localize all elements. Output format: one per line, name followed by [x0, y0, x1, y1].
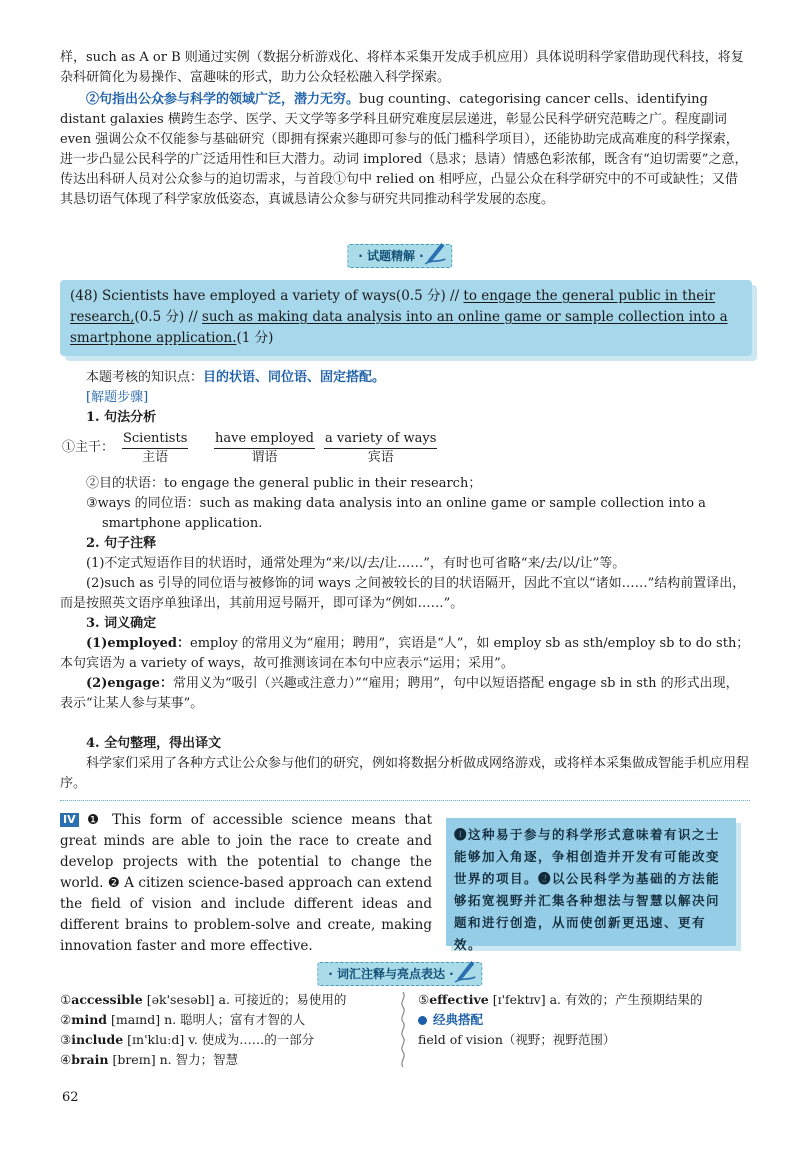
- vocab-item: [60, 990, 390, 1010]
- divider: [60, 800, 750, 801]
- note-1: (1)不定式短语作目的状语时，通常处理为“来/以/去/让……”，有时也可省略“来/去/以/让”等。: [86, 556, 626, 571]
- verb-role: 谓语: [251, 450, 278, 465]
- object-word: a variety of ways: [324, 430, 437, 449]
- trunk-subject: [122, 430, 188, 467]
- vocab-def: a. 可接近的；易使用的: [218, 992, 347, 1007]
- translation-box: [446, 818, 736, 952]
- vocab-pron: [breɪn]: [108, 1052, 160, 1067]
- vocab-num: ①: [60, 992, 72, 1007]
- page-number: 62: [62, 1090, 79, 1105]
- object-role: 宾语: [367, 450, 394, 465]
- vocab-num: ②: [60, 1012, 72, 1027]
- translation-text: 科学家们采用了各种方式让公众参与他们的研究，例如将数据分析做成网络游戏，或将样本采集做成智能手机应用程序。: [60, 756, 750, 791]
- definition-1-text: employ 的常用义为“雇用；聘用”，宾语是“人”，如 employ sb as sth/employ sb to do sth；本句宾语为 a variety of ways，故可推测该词在本句中应表示“运用；采用”。: [60, 636, 750, 671]
- vocab-word: mind: [71, 1012, 108, 1027]
- vocab-num: ④: [60, 1052, 72, 1067]
- heading-translation: 4. 全句整理，得出译文: [86, 736, 222, 751]
- question-part-2: to engage the general public in their research,: [70, 288, 716, 325]
- classic-title: 经典搭配: [433, 1012, 484, 1027]
- note-2: (2)such as 引导的同位语与被修饰的词 ways 之间被较长的目的状语隔开，因此不宜以“诸如……”结构前置译出，而是按照英文语序单独译出，其前用逗号隔开，即可译为“例如……”。: [60, 576, 746, 611]
- passage-iv: [60, 810, 432, 957]
- question-part-3: such as making data analysis into an online game or sample collection into a smartphone application.: [70, 309, 728, 346]
- intro-paragraph-1: 样，such as A or B 则通过实例（数据分析游戏化、将样本采集开发成手机应用）具体说明科学家借助现代科技，将复杂科研简化为易操作、富趣味的形式，助力公众轻松融入科学探索。: [60, 50, 744, 85]
- question-box: [60, 280, 752, 356]
- analysis-body: [86, 474, 750, 574]
- bullet-icon: [418, 1016, 427, 1025]
- classic-item: field of vision（视野；视野范围）: [418, 1032, 616, 1047]
- heading-translation-block: [86, 734, 750, 754]
- heading-syntax: 1. 句法分析: [86, 410, 157, 425]
- trunk-verb: [214, 430, 315, 467]
- vocab-word: effective: [429, 992, 489, 1007]
- question-score-1: (0.5 分): [395, 288, 446, 304]
- knowledge-intro: 本题考核的知识点：: [86, 370, 204, 385]
- heading-notes: 2. 句子注释: [86, 536, 157, 551]
- definition-1: [60, 634, 750, 674]
- appositive: ③ways 的同位语：such as making data analysis into an online game or sample collection into a smartphone application.: [86, 496, 706, 531]
- vocab-pron: [maɪnd]: [107, 1012, 165, 1027]
- subject-word: Scientists: [122, 430, 188, 449]
- pen-icon: [454, 957, 478, 990]
- translation-block: [60, 754, 750, 794]
- classic-heading: [418, 1010, 748, 1030]
- question-divider-1: //: [450, 288, 460, 304]
- intro-p2-body: bug counting、categorising cancer cells、identifying distant galaxies 横跨生态学、医学、天文学等多学科且研究难度层层递进，彰显公民科学研究范畴之广。程度副词 even 强调公众不仅能参与基础研究（即拥有探索兴趣即可参与的低门槛科学项目），还能协助完成高难度的科学探索，进一步凸显公民科学的广泛适用性和巨大潜力。动词 implored（恳求；恳请）情感色彩浓郁，既含有“迫切需要”之意，传达出科研人员对公众参与的迫切需求，与首段①句中 relied on 相呼应，凸显公众在科学研究中的不可或缺性；又借其恳切语气体现了科学家放低姿态，真诚恳请公众参与研究共同推动科学发展的态度。: [60, 92, 748, 207]
- trunk-object: [324, 430, 437, 467]
- subject-role: 主语: [142, 450, 169, 465]
- vocab-item: [60, 1010, 390, 1030]
- question-number: (48): [70, 288, 98, 304]
- question-divider-2: //: [188, 309, 198, 325]
- vocab-def: n. 聪明人；富有才智的人: [164, 1012, 306, 1027]
- vocab-num: ⑤: [418, 992, 430, 1007]
- intro-p2-heading: ②句指出公众参与科学的领域广泛，潜力无穷。: [86, 92, 360, 107]
- vocab-item: [60, 1030, 390, 1050]
- section-tag-title: · 试题精解 ·: [358, 249, 424, 263]
- verb-word: have employed: [214, 430, 315, 449]
- vocab-left: [60, 990, 390, 1070]
- vocab-pron: [ək'sesəbl]: [142, 992, 219, 1007]
- question-score-2: (0.5 分): [134, 309, 185, 325]
- knowledge-list: 目的状语、同位语、固定搭配。: [203, 370, 386, 385]
- translation-box-text: ❶这种易于参与的科学形式意味着有识之士能够加入角逐，争相创造并开发有可能改变世界的项目。❷以公民科学为基础的方法能够拓宽视野并汇集各种想法与智慧以解决问题和进行创造，从而使创新更迅速、更有效。: [454, 827, 721, 952]
- purpose-adverbial: ②目的状语：to engage the general public in their research；: [86, 476, 482, 491]
- question-score-3: (1 分): [236, 330, 274, 346]
- passage-text: ❶ This form of accessible science means that great minds are able to join the race to create and develop projects with the potential to change the world. ❷ A citizen science-based approach can extend the field of vision and include different ideas and different brains to problem-solve and create, making innovation faster and more effective.: [60, 812, 432, 954]
- vocab-word: accessible: [71, 992, 143, 1007]
- vocab-def: n. 智力；智慧: [159, 1052, 239, 1067]
- vocab-pron: [ɪ'fektɪv]: [488, 992, 550, 1007]
- chain-divider: [398, 992, 408, 1072]
- section-tag-vocabulary: [317, 962, 482, 986]
- heading-meaning-block: [86, 614, 750, 634]
- definition-2: [60, 674, 750, 714]
- definition-1-word: (1)employed：: [86, 636, 190, 651]
- question-part-1: Scientists have employed a variety of ways: [102, 288, 396, 304]
- vocab-pron: [ɪn'kluːd]: [123, 1032, 189, 1047]
- vocab-def: a. 有效的；产生预期结果的: [549, 992, 703, 1007]
- intro-paragraph-2: [60, 90, 750, 210]
- vocab-item: [418, 990, 748, 1010]
- vocab-right: [418, 990, 748, 1050]
- analysis-top: [86, 368, 750, 428]
- vocab-item: [60, 1050, 390, 1070]
- vocab-def: v. 使成为……的一部分: [188, 1032, 315, 1047]
- vocab-word: brain: [71, 1052, 109, 1067]
- knowledge-points: [86, 368, 750, 388]
- heading-meaning: 3. 词义确定: [86, 616, 157, 631]
- passage-badge: IV: [60, 813, 79, 827]
- trunk-label: ①主干：: [62, 440, 115, 455]
- definition-2-word: (2)engage：: [86, 676, 173, 691]
- definition-2-text: 常用义为“吸引（兴趣或注意力）”“雇用；聘用”，句中以短语搭配 engage sb in sth 的形式出现，表示“让某人参与某事”。: [60, 676, 739, 711]
- vocab-num: ③: [60, 1032, 72, 1047]
- note-2-block: [60, 574, 750, 614]
- intro-section: [60, 48, 750, 210]
- vocab-word: include: [71, 1032, 124, 1047]
- pen-icon: [424, 239, 448, 272]
- section-tag-title-2: · 词汇注释与亮点表达 ·: [328, 967, 454, 981]
- steps-heading: [解题步骤]: [86, 390, 149, 405]
- definition-block: [60, 634, 750, 714]
- section-tag-exam-analysis: [347, 244, 452, 268]
